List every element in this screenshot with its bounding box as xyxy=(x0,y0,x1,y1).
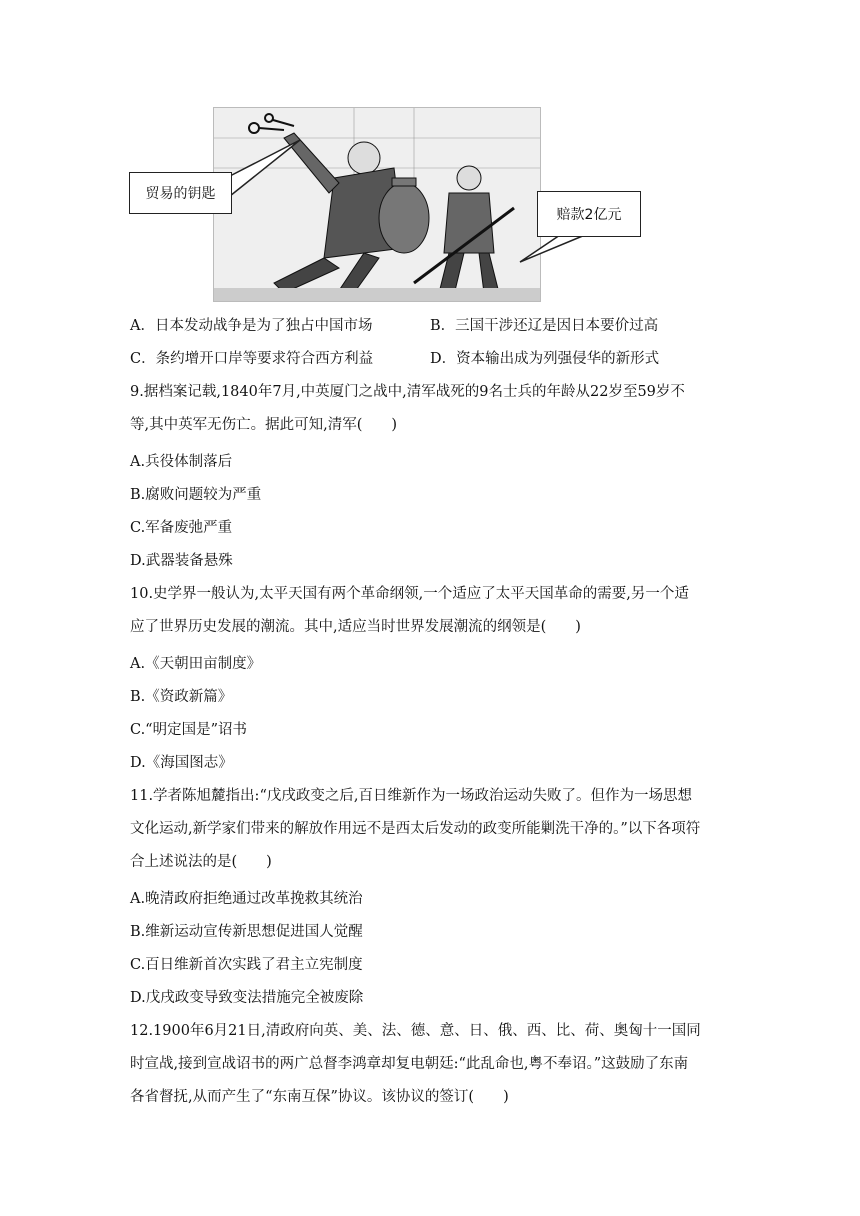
q9-stem-line-1: 9.据档案记载,1840年7月,中英厦门之战中,清军战死的9名士兵的年龄从22岁至59岁不 xyxy=(130,384,685,400)
q8-option-a[interactable]: A．日本发动战争是为了独占中国市场 xyxy=(130,318,373,334)
q10-option-d[interactable]: D.《海国图志》 xyxy=(130,755,233,771)
q11-option-b[interactable]: B.维新运动宣传新思想促进国人觉醒 xyxy=(130,924,363,940)
q11-option-c[interactable]: C.百日维新首次实践了君主立宪制度 xyxy=(130,957,363,973)
q8-option-d[interactable]: D．资本输出成为列强侵华的新形式 xyxy=(430,351,660,367)
q11-stem-line-3: 合上述说法的是( ) xyxy=(130,854,272,870)
q8-option-c[interactable]: C．条约增开口岸等要求符合西方利益 xyxy=(130,351,374,367)
q12-stem-line-2: 时宣战,接到宣战诏书的两广总督李鸿章却复电朝廷:“此乱命也,粤不奉诏。”这鼓励了东南 xyxy=(130,1056,689,1072)
callout-indemnity-text: 赔款2亿元 xyxy=(556,207,622,223)
q9-option-b[interactable]: B.腐败问题较为严重 xyxy=(130,487,262,503)
q10-option-a[interactable]: A.《天朝田亩制度》 xyxy=(130,656,262,672)
q10-stem-line-2: 应了世界历史发展的潮流。其中,适应当时世界发展潮流的纲领是( ) xyxy=(130,619,581,635)
q11-stem-line-1: 11.学者陈旭麓指出:“戊戌政变之后,百日维新作为一场政治运动失败了。但作为一场思想 xyxy=(130,788,692,804)
q8-option-b[interactable]: B．三国干涉还辽是因日本要价过高 xyxy=(430,318,659,334)
q10-stem-line-1: 10.史学界一般认为,太平天国有两个革命纲领,一个适应了太平天国革命的需要,另一个适 xyxy=(130,586,689,602)
callout-trade-key xyxy=(129,172,232,214)
q12-stem-line-3: 各省督抚,从而产生了“东南互保”协议。该协议的签订( ) xyxy=(130,1089,509,1105)
q9-option-d[interactable]: D.武器装备悬殊 xyxy=(130,553,233,569)
callout-pointers xyxy=(0,0,860,320)
callout-indemnity xyxy=(537,191,641,237)
q11-option-a[interactable]: A.晚清政府拒绝通过改革挽救其统治 xyxy=(130,891,363,907)
q11-stem-line-2: 文化运动,新学家们带来的解放作用远不是西太后发动的政变所能剿洗干净的。”以下各项符 xyxy=(130,821,701,837)
q9-stem-line-2: 等,其中英军无伤亡。据此可知,清军( ) xyxy=(130,417,398,433)
q9-option-c[interactable]: C.军备废弛严重 xyxy=(130,520,233,536)
q9-option-a[interactable]: A.兵役体制落后 xyxy=(130,454,233,470)
q11-option-d[interactable]: D.戊戌政变导致变法措施完全被废除 xyxy=(130,990,364,1006)
q10-option-c[interactable]: C.“明定国是”诏书 xyxy=(130,722,248,738)
q10-option-b[interactable]: B.《资政新篇》 xyxy=(130,689,233,705)
callout-trade-key-text: 贸易的钥匙 xyxy=(145,186,216,202)
q12-stem-line-1: 12.1900年6月21日,清政府向英、美、法、德、意、日、俄、西、比、荷、奥匈十一国同 xyxy=(130,1023,701,1039)
